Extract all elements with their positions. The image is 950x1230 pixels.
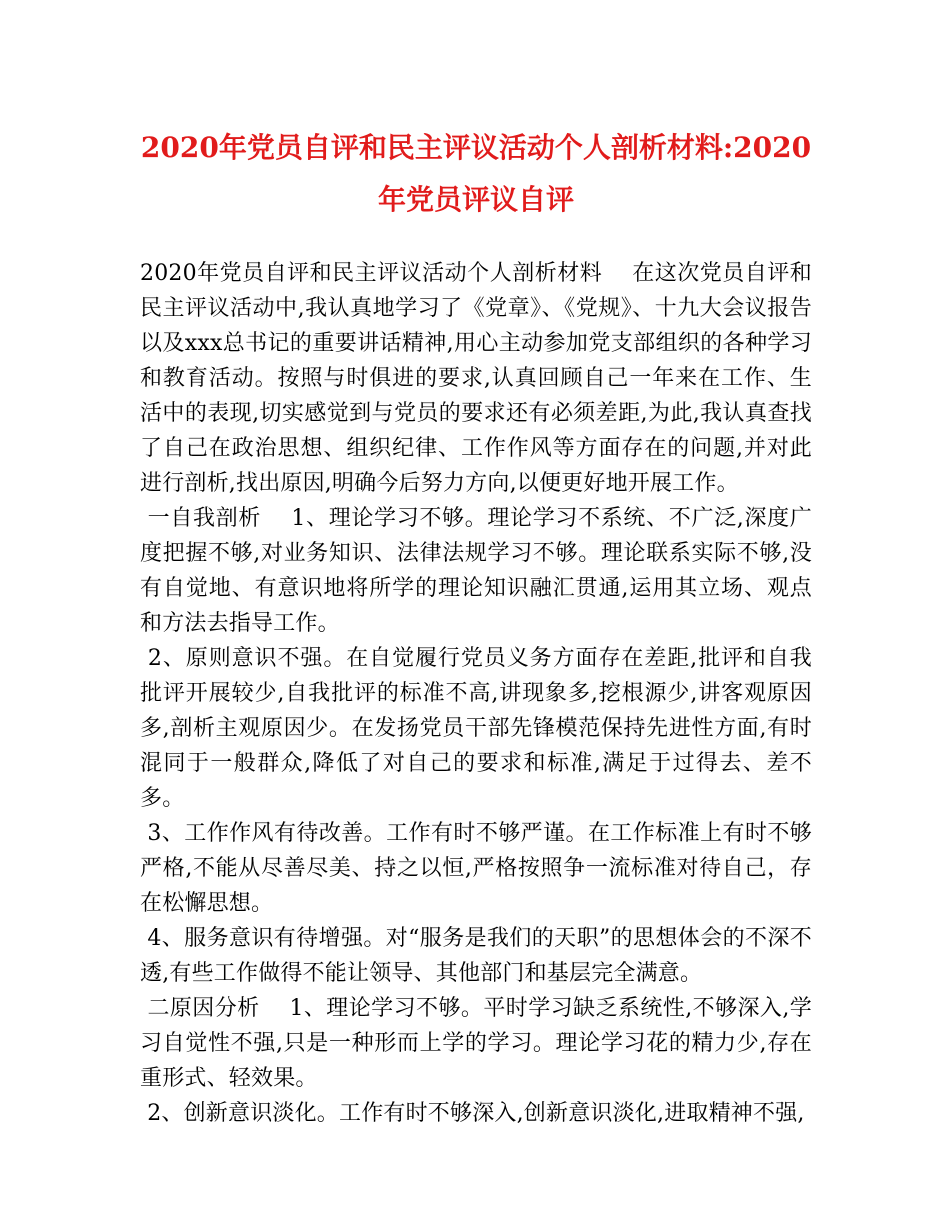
document-title: 2020年党员自评和民主评议活动个人剖析材料:2020年党员评议自评 [140, 131, 812, 216]
document-page [140, 122, 812, 1131]
document-body [140, 256, 812, 1131]
paragraph-self-analysis-1: 一自我剖析 1、理论学习不够。理论学习不系统、不广泛,深度广度把握不够,对业务知识、法律法规学习不够。理论联系实际不够,没有自觉地、有意识地将所学的理论知识融汇贯通,运用其立场、观点和方法去指导工作。 [140, 506, 812, 636]
paragraph-self-analysis-2: 2、原则意识不强。在自觉履行党员义务方面存在差距,批评和自我批评开展较少,自我批评的标准不高,讲现象多,挖根源少,讲客观原因多,剖析主观原因少。在发扬党员干部先锋模范保持先进性方面,有时混同于一般群众,降低了对自己的要求和标准,满足于过得去、差不多。 [140, 646, 812, 811]
paragraph-cause-analysis-1: 二原因分析 1、理论学习不够。平时学习缺乏系统性,不够深入,学习自觉性不强,只是一种形而上学的学习。理论学习花的精力少,存在重形式、轻效果。 [140, 996, 812, 1091]
paragraph-cause-analysis-2: 2、创新意识淡化。工作有时不够深入,创新意识淡化,进取精神不强, [140, 1101, 805, 1126]
paragraph-intro: 2020年党员自评和民主评议活动个人剖析材料 在这次党员自评和民主评议活动中,我认真地学习了《党章》、《党规》、十九大会议报告以及xxx总书记的重要讲话精神,用心主动参加党支部组织的各种学习和教育活动。按照与时俱进的要求,认真回顾自己一年来在工作、生活中的表现,切实感觉到与党员的要求还有必须差距,为此,我认真查找了自己在政治思想、组织纪律、工作作风等方面存在的问题,并对此进行剖析,找出原因,明确今后努力方向,以便更好地开展工作。 [140, 261, 812, 496]
paragraph-self-analysis-4: 4、服务意识有待增强。对“服务是我们的天职”的思想体会的不深不透,有些工作做得不能让领导、其他部门和基层完全满意。 [140, 926, 812, 986]
paragraph-self-analysis-3: 3、工作作风有待改善。工作有时不够严谨。在工作标准上有时不够严格,不能从尽善尽美、持之以恒,严格按照争一流标准对待自己，存在松懈思想。 [140, 821, 812, 916]
